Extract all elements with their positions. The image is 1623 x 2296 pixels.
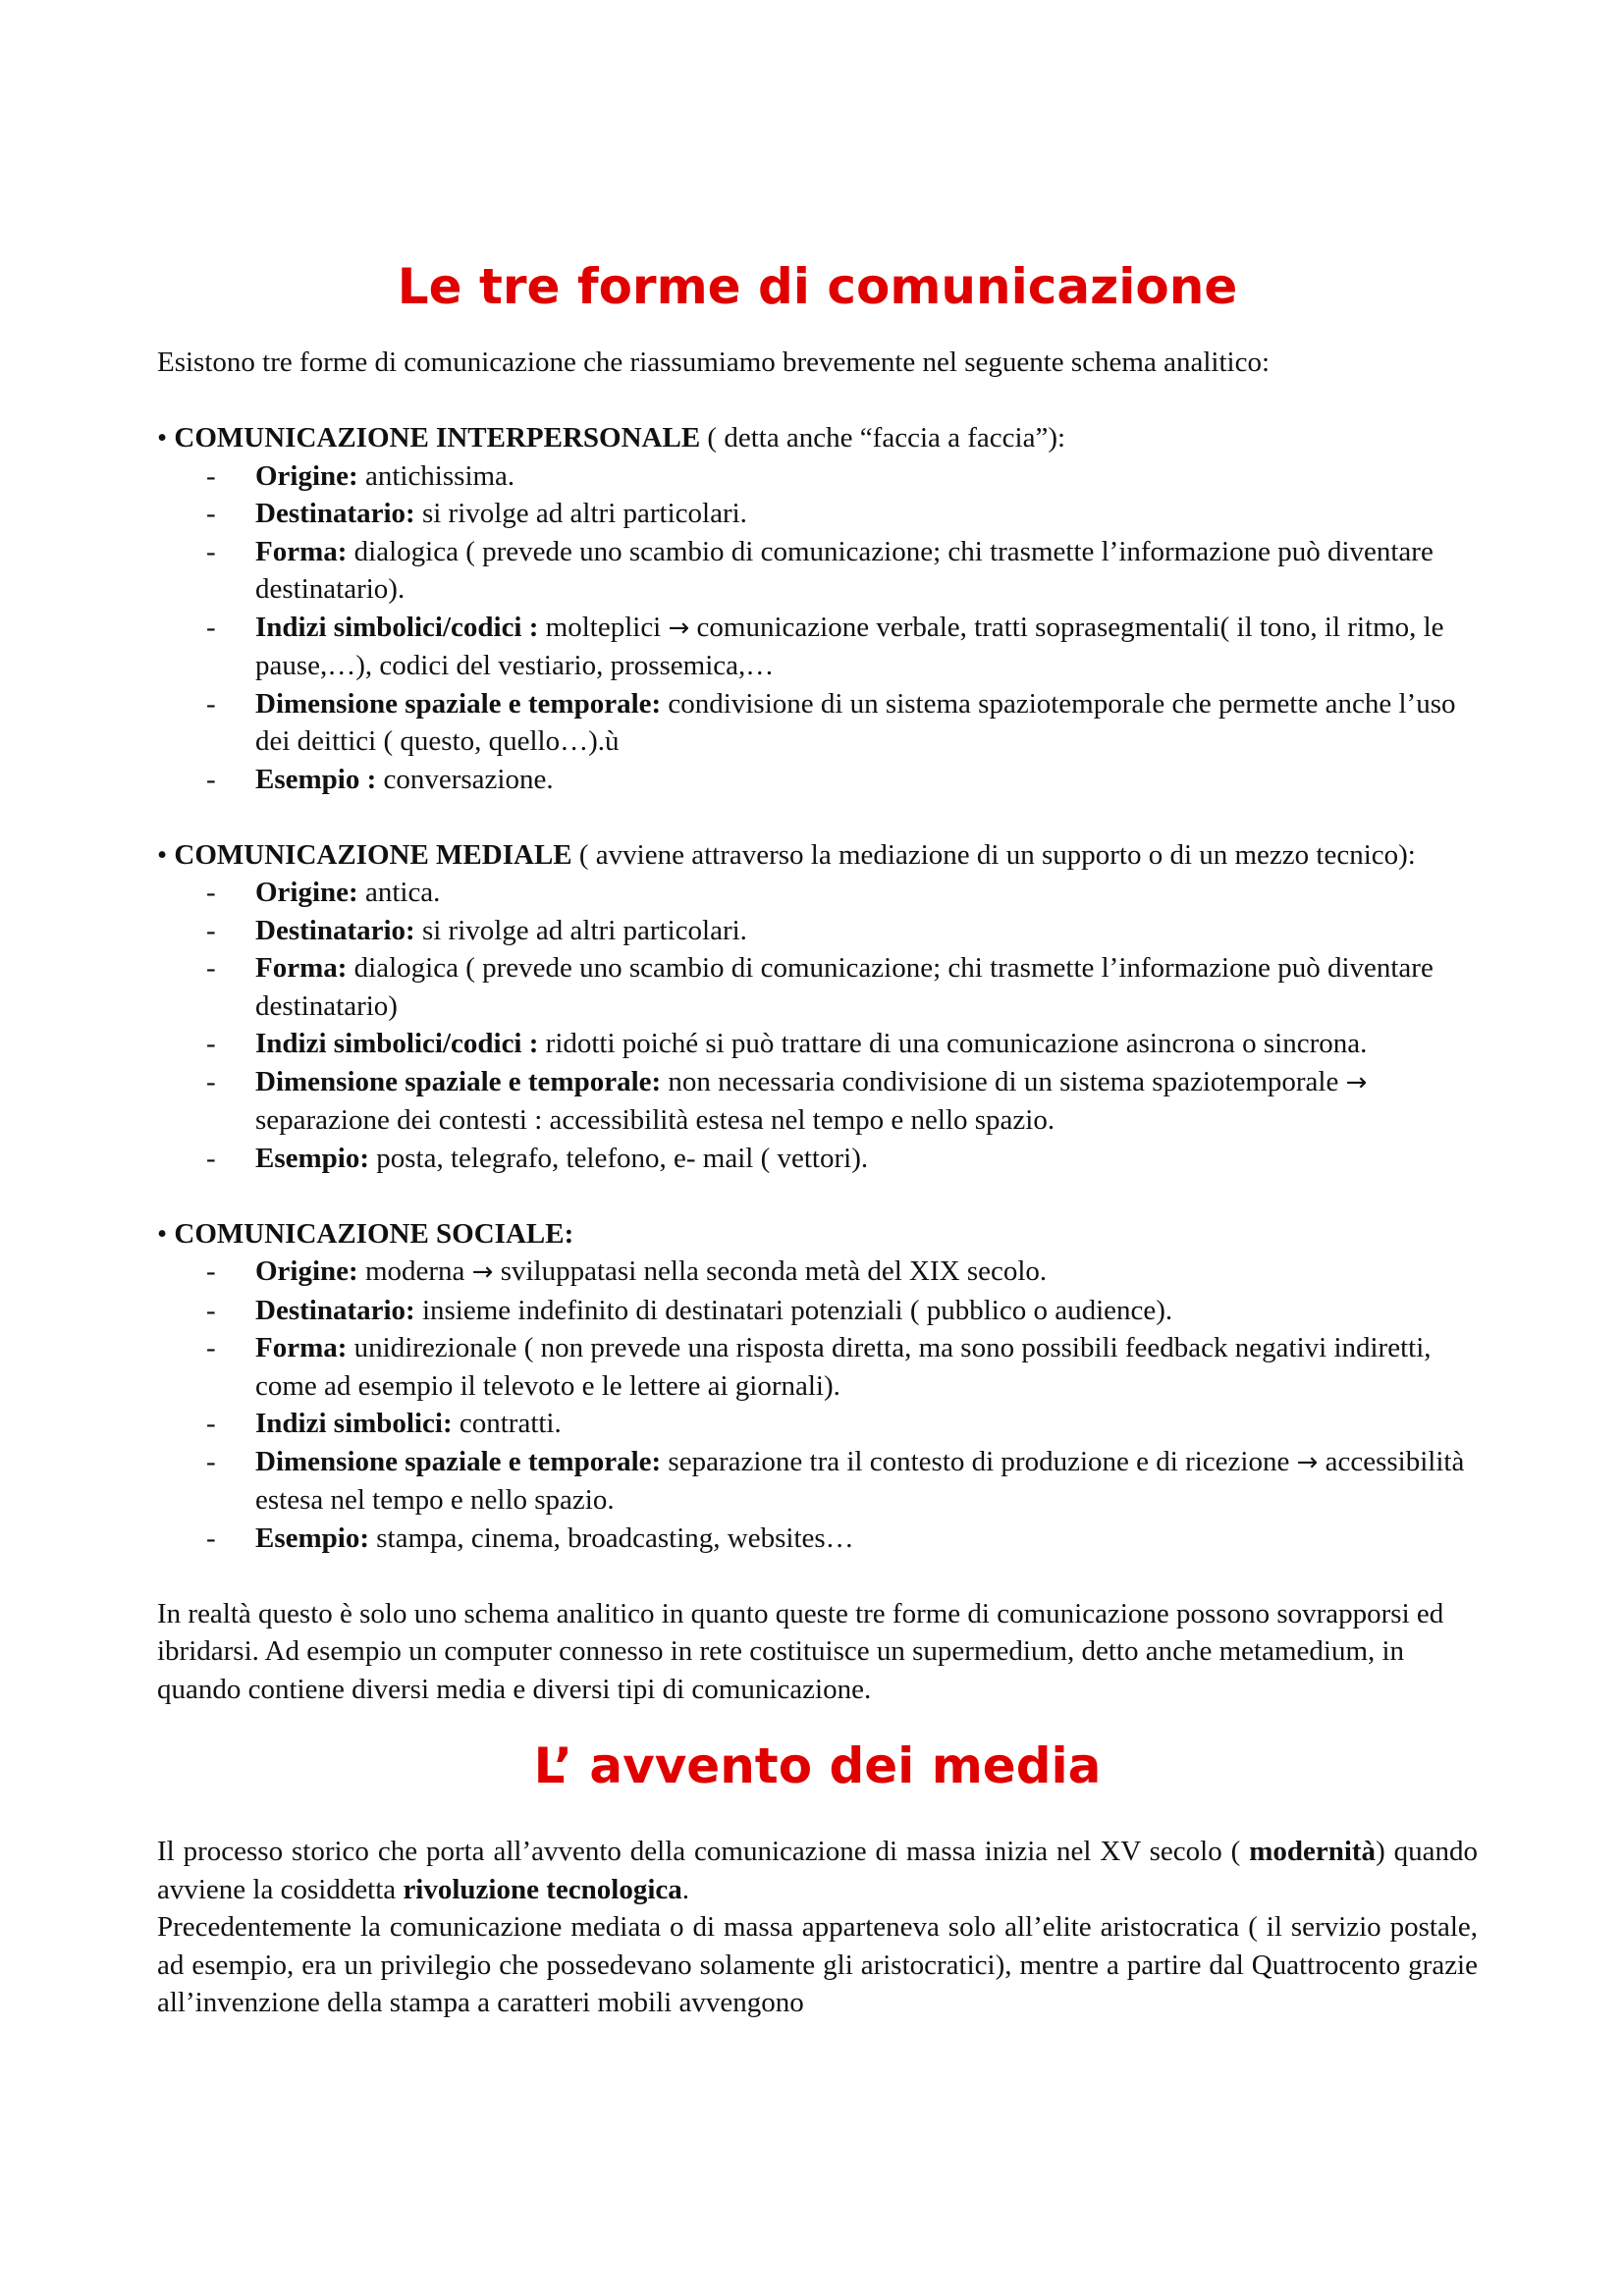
section-mediale (157, 836, 1478, 1178)
dash-marker: - (206, 1255, 216, 1287)
list-item (157, 1520, 1478, 1558)
item-label: Indizi simbolici/codici : (255, 1028, 539, 1059)
section-heading (157, 836, 1478, 875)
dash-marker: - (206, 1332, 216, 1363)
text-run: . (681, 1873, 689, 1905)
item-label: Forma: (255, 952, 348, 984)
list-item (157, 912, 1478, 950)
item-label: Forma: (255, 1332, 348, 1363)
item-text: si rivolge ad altri particolari. (414, 498, 747, 529)
item-text-continued: sviluppatasi nella seconda metà del XIX secolo. (493, 1255, 1048, 1287)
list-item (157, 1292, 1478, 1330)
item-list (157, 874, 1478, 1177)
arrow-right-icon: → (471, 1257, 494, 1287)
item-text: molteplici (538, 611, 669, 643)
item-text: moderna (357, 1255, 472, 1287)
item-text: dialogica ( prevede uno scambio di comunicazione; chi trasmette l’informazione può diventare destinatario). (255, 535, 1434, 605)
item-text-continued: comunicazione verbale, tratti soprasegmentali( il tono, il ritmo, le pause,…), codici del vestiario, prossemica,… (255, 611, 1444, 681)
item-label: Origine: (255, 459, 358, 492)
item-text: conversazione. (376, 763, 554, 795)
item-text: separazione tra il contesto di produzione e di ricezione (661, 1445, 1297, 1477)
item-text: dialogica ( prevede uno scambio di comunicazione; chi trasmette l’informazione può diventare destinatario) (255, 952, 1434, 1022)
item-label: Dimensione spaziale e temporale: (255, 1065, 662, 1097)
list-item (157, 1405, 1478, 1443)
dash-marker: - (206, 1408, 216, 1439)
list-item (157, 761, 1478, 799)
dash-marker: - (206, 459, 216, 492)
item-list (157, 457, 1478, 799)
item-text-continued: separazione dei contesti : accessibilità estesa nel tempo e nello spazio. (255, 1104, 1055, 1136)
item-text: antichissima. (357, 459, 515, 492)
dash-marker: - (206, 1028, 216, 1059)
item-label: Dimensione spaziale e temporale: (255, 1445, 662, 1477)
item-label: Dimensione spaziale e temporale: (255, 687, 662, 720)
dash-marker: - (206, 687, 216, 720)
item-text: stampa, cinema, broadcasting, websites… (369, 1522, 854, 1554)
dash-marker: - (206, 1522, 216, 1554)
item-text-continued: accessibilità estesa nel tempo e nello spazio. (255, 1445, 1465, 1516)
item-text: insieme indefinito di destinatari potenziali ( pubblico o audience). (414, 1294, 1173, 1326)
item-label: Indizi simbolici/codici : (255, 611, 539, 643)
item-label: Esempio : (255, 763, 377, 795)
list-item (157, 1329, 1478, 1405)
section-interpersonale (157, 419, 1478, 798)
bullet-icon: • (157, 422, 168, 454)
section-sociale (157, 1215, 1478, 1558)
list-item (157, 1140, 1478, 1178)
list-item (157, 1253, 1478, 1292)
item-label: Indizi simbolici: (255, 1408, 453, 1439)
dash-marker: - (206, 877, 216, 908)
item-label: Destinatario: (255, 914, 415, 946)
section-heading (157, 1215, 1478, 1254)
document-content (157, 250, 1478, 2022)
arrow-right-icon: → (668, 613, 690, 643)
history-paragraph (157, 1833, 1478, 1908)
item-label: Forma: (255, 535, 348, 567)
dash-marker: - (206, 914, 216, 946)
item-text: ridotti poiché si può trattare di una comunicazione asincrona o sincrona. (538, 1028, 1368, 1059)
item-text: contratti. (452, 1408, 562, 1439)
item-text: si rivolge ad altri particolari. (414, 914, 747, 946)
item-text: antica. (357, 877, 441, 908)
page-title: Le tre forme di comunicazione (397, 258, 1238, 315)
section-title: COMUNICAZIONE SOCIALE: (174, 1217, 574, 1250)
dash-marker: - (206, 763, 216, 795)
list-item (157, 685, 1478, 761)
dash-marker: - (206, 498, 216, 529)
dash-marker: - (206, 1142, 216, 1174)
item-text: non necessaria condivisione di un sistema spaziotemporale (661, 1065, 1346, 1097)
item-label: Origine: (255, 1255, 358, 1287)
section-title-media: L’ avvento dei media (533, 1737, 1102, 1794)
bullet-icon: • (157, 838, 168, 871)
item-label: Esempio: (255, 1142, 369, 1174)
item-label: Destinatario: (255, 1294, 415, 1326)
list-item (157, 1025, 1478, 1063)
section-title: COMUNICAZIONE MEDIALE (174, 838, 572, 871)
dash-marker: - (206, 1294, 216, 1326)
conclusion-paragraph: In realtà questo è solo uno schema analitico in quanto queste tre forme di comunicazione possono sovrapporsi ed ibridarsi. Ad esempio un computer connesso in rete costituisce un supermedium, detto anche metamedium, in quando contiene diversi media e diversi tipi di comunicazione. (157, 1597, 1444, 1705)
list-item (157, 457, 1478, 496)
item-text: unidirezionale ( non prevede una risposta diretta, ma sono possibili feedback negativi indiretti, come ad esempio il televoto e le lettere ai giornali). (255, 1332, 1432, 1402)
list-item (157, 609, 1478, 685)
text-run: ) quando avviene la cosiddetta (157, 1836, 1478, 1905)
dash-marker: - (206, 611, 216, 643)
section-note: ( detta anche “faccia a faccia”): (700, 422, 1066, 454)
arrow-right-icon: → (1345, 1067, 1368, 1097)
list-item (157, 949, 1478, 1025)
item-list (157, 1253, 1478, 1557)
section-heading (157, 419, 1478, 457)
list-item (157, 874, 1478, 912)
intro-paragraph: Esistono tre forme di comunicazione che riassumiamo brevemente nel seguente schema analitico: (157, 347, 1271, 378)
list-item (157, 533, 1478, 609)
list-item (157, 1443, 1478, 1520)
item-text: condivisione di un sistema spaziotemporale che permette anche l’uso dei deittici ( questo, quello…).ù (255, 687, 1456, 757)
aristocracy-paragraph: Precedentemente la comunicazione mediata o di massa apparteneva solo all’elite aristocratica ( il servizio postale, ad esempio, era un privilegio che possedevano solamente gli aristocratici), mentre a partire dal Quattrocento grazie all’invenzione della stampa a caratteri mobili avvengono (157, 1911, 1478, 2018)
dash-marker: - (206, 1065, 216, 1097)
text-run: Il processo storico che porta all’avvento della comunicazione di massa inizia nel XV secolo ( (157, 1836, 1250, 1867)
item-label: Origine: (255, 877, 358, 908)
list-item (157, 1063, 1478, 1140)
dash-marker: - (206, 1445, 216, 1477)
bullet-icon: • (157, 1217, 168, 1250)
item-label: Destinatario: (255, 498, 415, 529)
arrow-right-icon: → (1296, 1447, 1319, 1477)
list-item (157, 495, 1478, 533)
item-label: Esempio: (255, 1522, 369, 1554)
dash-marker: - (206, 535, 216, 567)
dash-marker: - (206, 952, 216, 984)
bold-term-rivoluzione: rivoluzione tecnologica (403, 1873, 682, 1905)
section-note: ( avviene attraverso la mediazione di un supporto o di un mezzo tecnico): (571, 838, 1416, 871)
item-text: posta, telegrafo, telefono, e- mail ( vettori). (369, 1142, 869, 1174)
section-title: COMUNICAZIONE INTERPERSONALE (174, 422, 701, 454)
bold-term-modernita: modernità (1249, 1836, 1377, 1867)
